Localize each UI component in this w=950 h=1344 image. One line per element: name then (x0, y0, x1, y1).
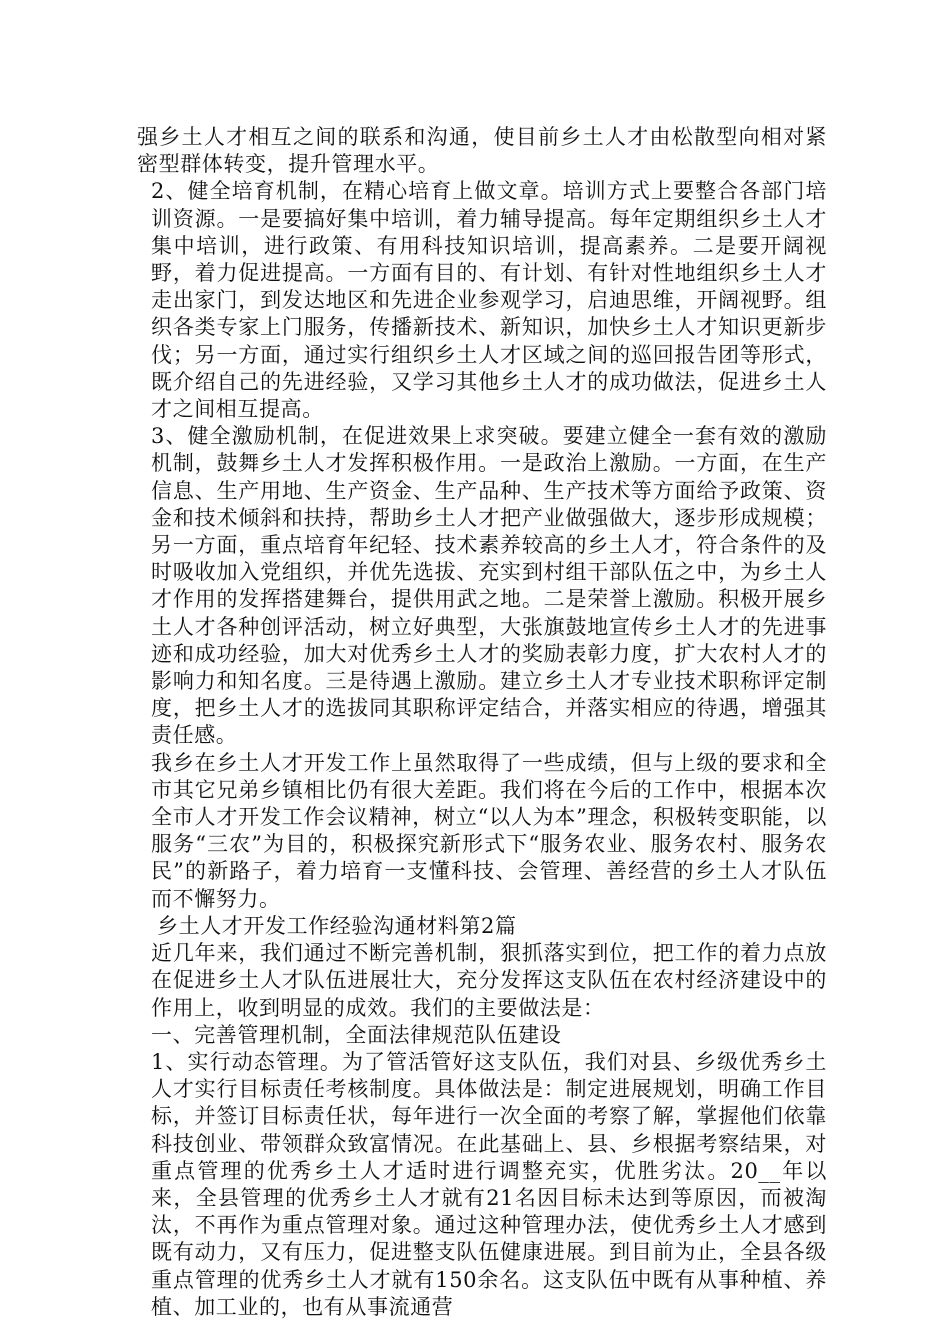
paragraph-dynamic-management: 1、实行动态管理。为了管活管好这支队伍，我们对县、乡级优秀乡土人才实行目标责任考核制度。具体做法是：制定进展规划，明确工作目标，并签订目标责任状，每年进行一次全面的考察了解，掌握他们依靠科技创业、带领群众致富情况。在此基础上、县、乡根据考察结果，对重点管理的优秀乡土人才适时进行调整充实，优胜劣汰。20__年以来，全县管理的优秀乡土人才就有21名因目标未达到等原因，而被淘汰，不再作为重点管理对象。通过这种管理办法，使优秀乡土人才感到既有动力，又有压力，促进整支队伍健康进展。到目前为止，全县各级重点管理的优秀乡土人才就有150余名。这支队伍中既有从事种植、养植、加工业的，也有从事流通营 (151, 1049, 827, 1319)
heading-management-mechanism: 一、完善管理机制，全面法律规范队伍建设 (151, 1022, 562, 1047)
paragraph-continuation: 强乡土人才相互之间的联系和沟通，使目前乡土人才由松散型向相对紧密型群体转变，提升管理水平。 (137, 125, 827, 177)
paragraph-conclusion: 我乡在乡土人才开发工作上虽然取得了一些成绩，但与上级的要求和全市其它兄弟乡镇相比仍有很大差距。我们将在今后的工作中，根据本次全市人才开发工作会议精神，树立“以人为本”理念，积极转变职能，以服务“三农”为目的，积极探究新形式下“服务农业、服务农村、服务农民”的新路子，着力培育一支懂科技、会管理、善经营的乡土人才队伍而不懈努力。 (151, 750, 827, 911)
paragraph-incentive-mechanism: 3、健全激励机制，在促进效果上求突破。要建立健全一套有效的激励机制，鼓舞乡土人才发挥积极作用。一是政治上激励。一方面，在生产信息、生产用地、生产资金、生产品种、生产技术等方面给予政策、资金和技术倾斜和扶持，帮助乡土人才把产业做强做大，逐步形成规模；另一方面，重点培育年纪轻、技术素养较高的乡土人才，符合条件的及时吸收加入党组织，并优先选拔、充实到村组干部队伍之中，为乡土人才作用的发挥搭建舞台，提供用武之地。二是荣誉上激励。积极开展乡土人才各种创评活动，树立好典型，大张旗鼓地宣传乡土人才的先进事迹和成功经验，加大对优秀乡土人才的奖励表彰力度，扩大农村人才的影响力和知名度。三是待遇上激励。建立乡土人才专业技术职称评定制度，把乡土人才的选拔同其职称评定结合，并落实相应的待遇，增强其责任感。 (151, 424, 827, 748)
section-title: 乡土人才开发工作经验沟通材料第2篇 (157, 913, 517, 938)
paragraph-training-mechanism: 2、健全培育机制，在精心培育上做文章。培训方式上要整合各部门培训资源。一是要搞好集中培训，着力辅导提高。每年定期组织乡土人才集中培训，进行政策、有用科技知识培训，提高素养。二是要开阔视野，着力促进提高。一方面有目的、有计划、有针对性地组织乡土人才走出家门，到发达地区和先进企业参观学习，启迪思维，开阔视野。组织各类专家上门服务，传播新技术、新知识，加快乡土人才知识更新步伐；另一方面，通过实行组织乡土人才区域之间的巡回报告团等形式，既介绍自己的先进经验，又学习其他乡土人才的成功做法，促进乡土人才之间相互提高。 (151, 179, 827, 422)
paragraph-introduction: 近几年来，我们通过不断完善机制，狠抓落实到位，把工作的着力点放在促进乡土人才队伍进展壮大，充分发挥这支队伍在农村经济建设中的作用上，收到明显的成效。我们的主要做法是： (151, 941, 827, 1020)
document-body (137, 124, 827, 1321)
